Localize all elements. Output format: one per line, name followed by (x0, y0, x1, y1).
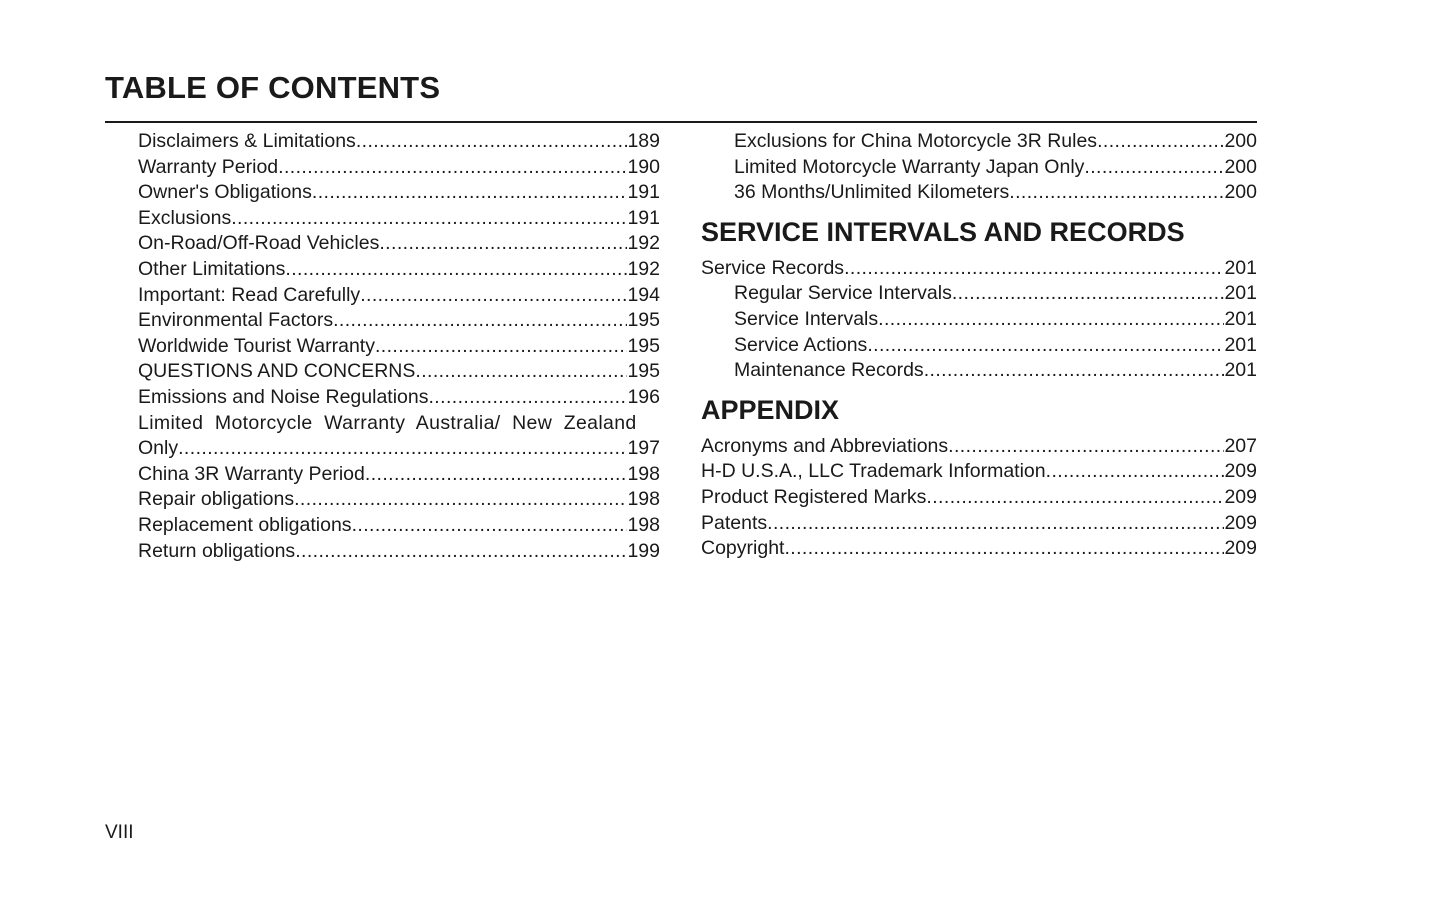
toc-left-column (105, 129, 660, 564)
toc-entry[interactable] (701, 129, 1257, 155)
toc-entry-title: Replacement obligations (138, 513, 352, 536)
toc-entry[interactable] (105, 129, 660, 155)
dot-leader (352, 513, 628, 539)
toc-entry[interactable] (701, 180, 1257, 206)
toc-entry-title: Maintenance Records (734, 359, 924, 382)
toc-entry-line (105, 436, 660, 462)
dot-leader (178, 436, 627, 462)
toc-entry-title: China 3R Warranty Period (138, 462, 365, 485)
toc-entry[interactable] (105, 231, 660, 257)
dot-leader (278, 155, 627, 181)
toc-entry-page: 200 (1224, 181, 1257, 204)
toc-entry-page: 190 (627, 155, 660, 178)
dot-leader (295, 539, 627, 565)
toc-entry-page: 201 (1224, 282, 1257, 305)
section-heading: APPENDIX (701, 394, 840, 425)
toc-entry-page: 209 (1224, 485, 1257, 508)
toc-entry[interactable] (701, 358, 1257, 384)
dot-leader (333, 308, 627, 334)
dot-leader (767, 511, 1224, 537)
toc-entry-title: Exclusions for China Motorcycle 3R Rules (734, 130, 1098, 152)
dot-leader (294, 487, 627, 513)
toc-entry[interactable] (105, 411, 660, 462)
dot-leader (952, 281, 1225, 307)
dot-leader (784, 536, 1224, 562)
toc-entry-page: 209 (1224, 511, 1257, 534)
toc-entry-page: 191 (627, 181, 660, 204)
toc-entry-page: 198 (627, 488, 660, 511)
toc-entry[interactable] (701, 434, 1257, 460)
toc-entry[interactable] (105, 180, 660, 206)
toc-entry[interactable] (701, 459, 1257, 485)
toc-entry[interactable] (105, 308, 660, 334)
toc-entry-title: QUESTIONS AND CONCERNS (138, 360, 416, 383)
toc-entry-page: 207 (1224, 434, 1257, 457)
toc-entry-title: Other Limitations (138, 257, 286, 280)
toc-entry-title: Service Records (701, 256, 845, 279)
toc-entry-title: Important: Read Carefully (138, 283, 361, 306)
dot-leader (878, 307, 1224, 333)
toc-entry-page: 201 (1224, 307, 1257, 330)
toc-entry[interactable] (701, 307, 1257, 333)
page-number: VIII (105, 822, 134, 843)
toc-entry[interactable] (105, 385, 660, 411)
toc-entry-page: 189 (627, 130, 660, 152)
toc-entry-page: 209 (1224, 537, 1257, 560)
toc-entry-page: 201 (1224, 359, 1257, 382)
dot-leader (1084, 155, 1224, 181)
toc-entry-page: 196 (627, 385, 660, 408)
toc-entry-title: Regular Service Intervals (734, 282, 952, 305)
toc-entry-title: Worldwide Tourist Warranty (138, 334, 375, 357)
toc-entry-page: 192 (627, 232, 660, 255)
toc-entry-title: Service Intervals (734, 307, 879, 330)
toc-entry-page: 198 (627, 513, 660, 536)
toc-entry-page: 201 (1224, 333, 1257, 356)
toc-entry-title: Return obligations (138, 539, 296, 562)
toc-right-column (701, 129, 1257, 562)
toc-entry-title: 36 Months/Unlimited Kilometers (734, 181, 1010, 204)
toc-entry-page: 192 (627, 257, 660, 280)
toc-entry-title: Disclaimers & Limitations (138, 130, 356, 152)
dot-leader (312, 180, 628, 206)
dot-leader (1009, 180, 1224, 206)
toc-entry[interactable] (105, 334, 660, 360)
toc-entry[interactable] (105, 462, 660, 488)
toc-entry-page: 195 (627, 309, 660, 332)
toc-entry-page: 198 (627, 462, 660, 485)
toc-entry-title: Service Actions (734, 333, 868, 356)
toc-entry-page: 191 (627, 206, 660, 229)
toc-entry-page: 197 (627, 437, 660, 460)
toc-entry-title: H-D U.S.A., LLC Trademark Information (701, 460, 1046, 483)
dot-leader (948, 434, 1224, 460)
toc-entry[interactable] (105, 359, 660, 385)
dot-leader (867, 333, 1224, 359)
toc-entry[interactable] (701, 485, 1257, 511)
toc-entry[interactable] (701, 536, 1257, 562)
toc-entry-page: 199 (627, 539, 660, 562)
toc-entry[interactable] (105, 155, 660, 181)
toc-entry-title: Only (138, 437, 179, 460)
toc-entry-title: Copyright (701, 537, 785, 560)
toc-entry[interactable] (105, 257, 660, 283)
toc-entry-title: On-Road/Off-Road Vehicles (138, 232, 380, 255)
toc-entry-title: Limited Motorcycle Warranty Australia/ New Zealand (138, 411, 637, 434)
toc-entry[interactable] (105, 283, 660, 309)
toc-entry-title: Environmental Factors (138, 309, 334, 332)
toc-entry-title: Repair obligations (138, 488, 295, 511)
toc-entry-line (105, 411, 660, 437)
dot-leader (360, 283, 627, 309)
toc-entry-title: Emissions and Noise Regulations (138, 385, 429, 408)
toc-entry[interactable] (105, 513, 660, 539)
toc-entry-title: Exclusions (138, 206, 232, 229)
toc-entry[interactable] (701, 333, 1257, 359)
toc-entry-title: Product Registered Marks (701, 485, 927, 508)
toc-entry-page: 201 (1224, 256, 1257, 279)
dot-leader (365, 462, 628, 488)
toc-entry-page: 209 (1224, 460, 1257, 483)
toc-entry-page: 200 (1224, 130, 1257, 152)
dot-leader (415, 359, 627, 385)
dot-leader (924, 358, 1225, 384)
toc-entry[interactable] (701, 511, 1257, 537)
dot-leader (231, 206, 627, 232)
toc-entry[interactable] (105, 539, 660, 565)
dot-leader (844, 256, 1224, 282)
toc-entry-title: Acronyms and Abbreviations (701, 434, 949, 457)
dot-leader (428, 385, 627, 411)
section-heading: SERVICE INTERVALS AND RECORDS (701, 216, 1185, 247)
dot-leader (379, 231, 627, 257)
toc-entry-title: Limited Motorcycle Warranty Japan Only (734, 155, 1085, 178)
toc-entry[interactable] (105, 487, 660, 513)
toc-entry-title: Owner's Obligations (138, 181, 312, 204)
toc-entry[interactable] (105, 206, 660, 232)
page-title: TABLE OF CONTENTS (105, 70, 441, 105)
title-divider (105, 121, 1257, 123)
dot-leader (926, 485, 1224, 511)
toc-entry-page: 195 (627, 334, 660, 357)
dot-leader (356, 129, 628, 155)
toc-entry-title: Patents (701, 511, 768, 534)
toc-entry[interactable] (701, 281, 1257, 307)
toc-entry-title: Warranty Period (138, 155, 279, 178)
dot-leader (285, 257, 627, 283)
dot-leader (1046, 459, 1225, 485)
toc-entry-page: 194 (627, 283, 660, 306)
toc-entry-page: 195 (627, 360, 660, 383)
dot-leader (375, 334, 627, 360)
dot-leader (1097, 129, 1224, 155)
toc-entry[interactable] (701, 155, 1257, 181)
toc-entry-page: 200 (1224, 155, 1257, 178)
toc-entry[interactable] (701, 256, 1257, 282)
